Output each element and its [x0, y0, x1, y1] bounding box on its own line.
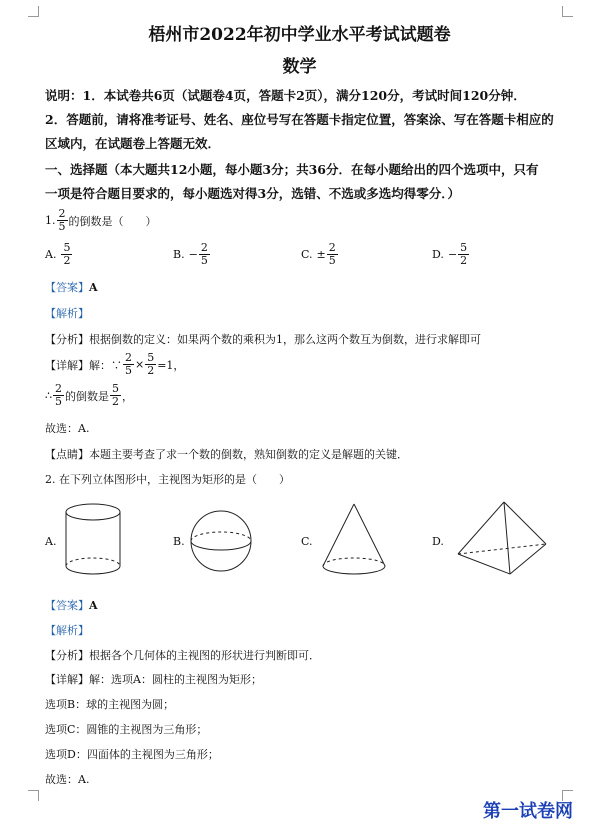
question-2-stem: 2. 在下列立体图形中，主视图为矩形的是（ ） [45, 473, 290, 486]
fraction-denominator: 5 [328, 254, 336, 267]
fraction-numerator: 5 [460, 241, 468, 254]
question-1-answer [45, 279, 98, 295]
fenxi-text: 根据倒数的定义：如果两个数的乘积为1，那么这两个数互为倒数，进行求解即可 [89, 333, 481, 346]
option-label: C. [301, 248, 313, 261]
option-sign: ± [316, 248, 326, 261]
option-sign: − [447, 248, 458, 261]
question-2-xiangjie [45, 671, 262, 687]
fraction-numerator: 2 [55, 382, 62, 395]
section-heading-line-1: 一、选择题（本大题共12小题，每小题3分；共36分．在每小题给出的四个选项中，只有 [45, 162, 539, 177]
fenxi-tag: 【分析】 [45, 649, 89, 662]
answer-value: A [89, 281, 98, 294]
question-1-option-c [301, 242, 339, 267]
xiangjie-fraction-b [145, 352, 156, 377]
option-label: B. [173, 248, 185, 261]
question-1-option-d [432, 242, 470, 267]
instructions-line-2: 2．答题前，请将准考证号、姓名、座位号写在答题卡指定位置，答案涂、写在答题卡相应的 [45, 112, 554, 127]
fraction-denominator: 2 [460, 254, 468, 267]
fraction-denominator: 5 [200, 254, 208, 267]
xiangjie-text: 解：选项A：圆柱的主视图为矩形； [89, 673, 262, 686]
question-2-answer [45, 597, 98, 613]
times-sign: × [135, 358, 145, 371]
question-2-choose: 故选：A. [45, 773, 90, 786]
option-label: D. [432, 248, 444, 261]
fenxi-tag: 【分析】 [45, 333, 89, 346]
question-1-therefore [45, 383, 133, 408]
fraction-denominator: 5 [55, 395, 62, 408]
question-1-xiangjie [45, 352, 184, 377]
therefore-text: 的倒数是 [65, 389, 109, 403]
question-2-label-d: D. [432, 535, 444, 548]
question-1-option-a [45, 242, 73, 267]
fraction-denominator: 2 [63, 254, 71, 267]
fraction-numerator: 5 [147, 351, 155, 364]
instructions-line-1: 说明：1．本试卷共6页（试题卷4页，答题卡2页），满分120分，考试时间120分钟． [45, 88, 526, 103]
xiangjie-tag: 【详解】 [45, 358, 89, 372]
fraction-numerator: 2 [200, 241, 208, 254]
question-1-stem-text: 的倒数是（ ） [68, 214, 157, 228]
therefore-result-fraction [110, 383, 121, 408]
option-fraction [61, 242, 72, 267]
therefore-fraction [53, 383, 64, 408]
question-1-choose: 故选：A. [45, 422, 90, 435]
question-1-analysis-tag: 【解析】 [45, 307, 89, 320]
fraction-numerator: 5 [63, 241, 71, 254]
sphere-figure [186, 506, 256, 576]
answer-tag: 【答案】 [45, 599, 89, 612]
tetrahedron-figure [452, 498, 552, 582]
dianjing-tag: 【点睛】 [45, 448, 89, 461]
dianjing-text: 本题主要考查了求一个数的倒数，熟知倒数的定义是解题的关键． [89, 448, 408, 461]
answer-value: A [89, 599, 98, 612]
option-fraction [327, 242, 338, 267]
question-2-line-d: 选项D：四面体的主视图为三角形； [45, 748, 219, 761]
question-1-number: 1. [45, 214, 56, 227]
section-heading-line-2: 一项是符合题目要求的，每小题选对得3分，选错、不选或多选均得零分．） [45, 186, 460, 201]
xiangjie-fraction-a [123, 352, 134, 377]
fraction-denominator: 5 [125, 364, 132, 377]
cylinder-figure [58, 500, 128, 580]
fraction-numerator: 2 [58, 207, 66, 220]
xiangjie-prefix: 解：∵ [89, 358, 122, 372]
fraction-numerator: 2 [125, 351, 132, 364]
question-2-label-a: A. [45, 535, 57, 548]
instructions-line-3: 区域内，在试题卷上答题无效． [45, 136, 221, 151]
question-2-label-b: B. [173, 535, 185, 548]
question-1-fenxi [45, 331, 481, 347]
option-fraction [458, 242, 469, 267]
equals-one: =1， [157, 358, 185, 372]
option-sign: − [188, 248, 198, 261]
fenxi-text: 根据各个几何体的主视图的形状进行判断即可． [89, 649, 320, 662]
question-1-dianjing [45, 446, 408, 462]
answer-tag: 【答案】 [45, 281, 89, 294]
xiangjie-tag: 【详解】 [45, 673, 89, 686]
corner-mark-top-left [28, 6, 39, 17]
question-1-stem [45, 208, 157, 233]
watermark-logo: 第一试卷网 [483, 801, 573, 822]
fraction-denominator: 2 [112, 395, 119, 408]
option-label: A. [45, 248, 57, 261]
question-1-option-b [173, 242, 211, 267]
option-fraction [199, 242, 210, 267]
question-2-label-c: C. [301, 535, 313, 548]
question-2-analysis-tag: 【解析】 [45, 624, 89, 637]
therefore-end: ， [122, 389, 133, 403]
page-title: 梧州市2022年初中学业水平考试试题卷 [148, 25, 451, 45]
therefore-symbol: ∴ [45, 389, 52, 402]
question-1-fraction [57, 208, 68, 233]
corner-mark-bottom-left [28, 790, 39, 801]
fraction-denominator: 2 [147, 364, 155, 377]
subject-title: 数学 [282, 57, 317, 77]
fraction-numerator: 5 [112, 382, 119, 395]
fraction-denominator: 5 [58, 220, 66, 233]
question-2-fenxi [45, 647, 320, 663]
corner-mark-top-right [562, 6, 573, 17]
fraction-numerator: 2 [328, 241, 336, 254]
cone-figure [318, 500, 390, 580]
question-2-line-c: 选项C：圆锥的主视图为三角形； [45, 723, 208, 736]
question-2-line-b: 选项B：球的主视图为圆； [45, 698, 175, 711]
